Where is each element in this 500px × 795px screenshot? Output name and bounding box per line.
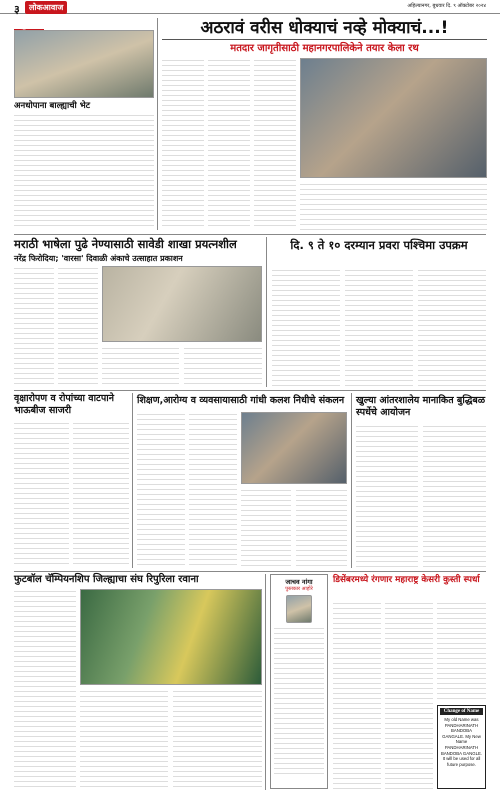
- column-divider: [266, 237, 267, 387]
- competition-headline: खुल्या आंतरशालेय मानाकित बुद्धिबळ स्पर्धेचे आयोजन: [356, 395, 486, 418]
- football-headline: फुटबॉल चॅम्पियनशिप जिल्ह्याचा संघ रिपुरिला रवाना: [14, 574, 199, 585]
- school-body-col-4: [184, 346, 262, 386]
- school-headline: मराठी भाषेला पुढे नेण्यासाठी सावेडी शाखा प्रयत्नशील: [14, 237, 237, 251]
- page-number: ३: [14, 3, 20, 16]
- education-body-col-1: [137, 412, 185, 567]
- section-divider: [14, 571, 486, 572]
- poem-text: [274, 626, 324, 776]
- education-photo: [241, 412, 347, 484]
- competition-body-col-1: [356, 424, 418, 567]
- section-divider: [14, 234, 486, 235]
- football-body-col-2: [80, 689, 168, 789]
- change-of-name-notice: [437, 705, 486, 789]
- education-body-col-3: [241, 488, 291, 567]
- newspaper-logo: लोकआवाज: [25, 1, 67, 14]
- tree-headline: वृक्षारोपण व रोपांच्या वाटपाने भाऊबीज साजरी: [14, 393, 114, 416]
- tree-body-col-2: [73, 421, 129, 567]
- column-divider: [132, 393, 133, 568]
- education-headline: शिक्षण,आरोग्य व व्यवसायासाठी गांधी कलश निधीचे संकलन: [137, 395, 345, 406]
- tree-body-col-1: [14, 421, 69, 567]
- school-body-col-1: [14, 266, 54, 386]
- education-body-col-2: [189, 412, 237, 567]
- football-team-photo: [80, 589, 262, 685]
- change-of-name-body: My old Name was PANDHARINATH BANDOBA GANGALE. My New Name PANDHARINATH BANDOBA GANGLE. It will be used for all future purpose.: [440, 717, 483, 767]
- education-body-col-4: [296, 488, 347, 567]
- lead-photo-voter-chariot: [300, 58, 487, 178]
- school-subheadline: नरेंद्र फिरोदिया; 'वारसा' दिवाळी अंकाचे उत्साहात प्रकाशन: [14, 254, 183, 263]
- dateline: अहिल्यानगर, बुधवार दि. ९ ऑक्टोबर २०२४: [407, 3, 486, 9]
- page-header: [0, 0, 500, 14]
- poem-subtitle: पुस्तकार आहोरे: [285, 586, 313, 592]
- section-divider: [14, 390, 486, 391]
- column-divider: [157, 18, 158, 230]
- lead-headline: अठरावं वरीस धोक्याचं नव्हे मोक्याचं...!: [162, 17, 487, 40]
- brief-photo: [14, 30, 154, 98]
- western-body-col-3: [418, 268, 486, 386]
- school-body-col-2: [58, 266, 98, 386]
- poem-author-photo: [286, 595, 312, 623]
- lead-photo-caption: [300, 182, 487, 230]
- wrestling-body-col-3: [437, 601, 486, 701]
- competition-body-col-2: [423, 424, 486, 567]
- football-body-col-3: [173, 689, 262, 789]
- school-photo: [102, 266, 262, 342]
- change-of-name-title: Change of Name: [440, 708, 483, 715]
- lead-subheadline: मतदार जागृतीसाठी महानगरपालिकेने तयार केला रथ: [230, 43, 419, 54]
- column-divider: [265, 574, 266, 790]
- brief-headline: अनधोपाना बाल्ह्याची भेट: [14, 101, 90, 111]
- column-divider: [351, 393, 352, 568]
- lead-body-col-1: [162, 58, 204, 230]
- wrestling-body-col-1: [333, 601, 381, 789]
- football-body-col-1: [14, 589, 76, 789]
- brief-body-text: [14, 113, 154, 229]
- lead-body-col-2: [208, 58, 250, 230]
- wrestling-headline: डिसेंबरमध्ये रंगणार महाराष्ट्र केसरी कुस्ती स्पर्धा: [333, 575, 480, 585]
- poem-box: [270, 574, 328, 789]
- western-body-col-1: [272, 268, 340, 386]
- western-headline: दि. ९ ते १० दरम्यान प्रवरा पश्चिमा उपक्रम: [290, 238, 468, 252]
- wrestling-body-col-2: [385, 601, 433, 789]
- school-body-col-3: [102, 346, 179, 386]
- western-body-col-2: [345, 268, 413, 386]
- lead-body-col-3: [254, 58, 296, 230]
- poem-title: जाचव नांगा: [285, 578, 313, 586]
